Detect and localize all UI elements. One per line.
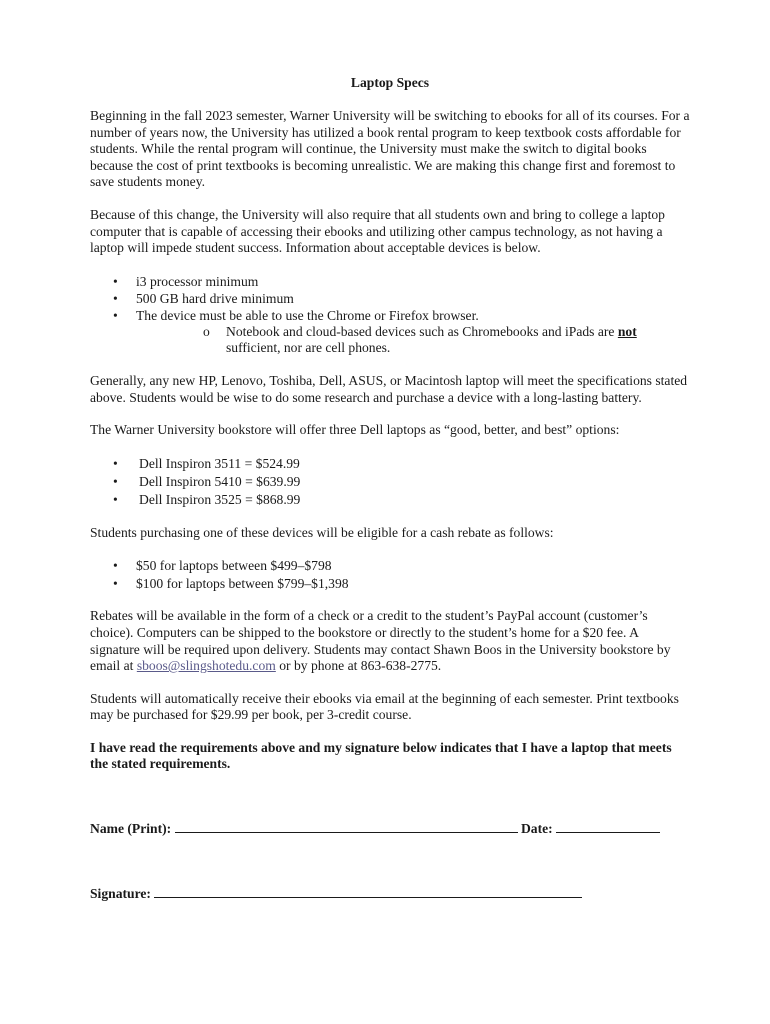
- bullet-icon: •: [113, 575, 118, 591]
- laptop-option: Dell Inspiron 3525 = $868.99: [139, 491, 301, 507]
- name-date-row: [90, 819, 660, 837]
- requirement-paragraph: Because of this change, the University will also require that all students own and bring to college a laptop computer that is capable of accessing their ebooks and utilizing other campus technology, as not having a laptop will impede student success. Information about acceptable devices is below.: [90, 206, 665, 256]
- list-item: [90, 491, 690, 509]
- bullet-icon: •: [113, 455, 118, 471]
- bullet-icon: •: [113, 307, 118, 323]
- list-item: [90, 575, 690, 593]
- list-item: [136, 324, 690, 357]
- intro-paragraph: Beginning in the fall 2023 semester, Warner University will be switching to ebooks for all of its courses. For a number of years now, the University has utilized a book rental program to keep textbook costs affordable for students. While the rental program will continue, the University must make the switch to digital books because the cost of print textbooks is becoming unrealistic. We are making this change first and foremost to save students money.: [90, 108, 690, 190]
- bookstore-paragraph: The Warner University bookstore will offer three Dell laptops as “good, better, and best” options:: [90, 422, 620, 438]
- document-body: [90, 74, 690, 789]
- declaration-statement: I have read the requirements above and my signature below indicates that I have a laptop that meets the stated requirements.: [90, 739, 672, 772]
- rebate-option: $100 for laptops between $799–$1,398: [136, 575, 349, 591]
- laptop-option: Dell Inspiron 5410 = $639.99: [139, 473, 301, 489]
- date-field[interactable]: [556, 819, 660, 833]
- requirement-text: 500 GB hard drive minimum: [136, 290, 294, 306]
- list-item: [90, 557, 690, 575]
- brands-paragraph: Generally, any new HP, Lenovo, Toshiba, Dell, ASUS, or Macintosh laptop will meet the specifications stated above. Students would be wise to do some research and purchase a device with a long-lasting battery.: [90, 372, 688, 405]
- phone-text: or by phone at 863-638-2775.: [275, 658, 442, 674]
- name-field[interactable]: [175, 819, 518, 833]
- requirement-text: The device must be able to use the Chrome or Firefox browser.: [136, 307, 479, 323]
- sub-requirement-before: Notebook and cloud-based devices such as Chromebooks and iPads are: [226, 323, 618, 339]
- bullet-icon: •: [113, 491, 118, 507]
- signature-label: Signature:: [90, 886, 151, 901]
- rebate-list: [90, 557, 690, 592]
- ebooks-paragraph: Students will automatically receive their ebooks via email at the beginning of each semester. Print textbooks may be purchased for $29.99 per book, per 3-credit course.: [90, 690, 679, 723]
- bullet-icon: •: [113, 290, 118, 306]
- page-title: Laptop Specs: [350, 75, 430, 90]
- laptop-options-list: [90, 455, 690, 509]
- bullet-icon: •: [113, 473, 118, 489]
- requirement-text: i3 processor minimum: [136, 273, 259, 289]
- list-item: [90, 290, 690, 307]
- rebate-details-paragraph: [90, 608, 690, 674]
- rebate-intro-paragraph: Students purchasing one of these devices will be eligible for a cash rebate as follows:: [90, 524, 554, 540]
- name-label: Name (Print):: [90, 821, 172, 836]
- laptop-option: Dell Inspiron 3511 = $524.99: [139, 455, 300, 471]
- circle-bullet-icon: o: [203, 323, 210, 339]
- list-item: [90, 307, 690, 357]
- signature-field[interactable]: [154, 884, 582, 898]
- list-item: [90, 455, 690, 473]
- date-label: Date:: [520, 821, 553, 836]
- rebate-option: $50 for laptops between $499–$798: [136, 558, 332, 574]
- emphasis-not: not: [617, 323, 637, 339]
- list-item: [90, 273, 690, 290]
- bullet-icon: •: [113, 273, 118, 289]
- requirements-list: [90, 273, 690, 357]
- rebate-details-text: Rebates will be available in the form of a check or a credit to the student’s PayPal account (customer’s choice). Computers can be shipped to the bookstore or directly to the student’s home for a $20 fee. A signature will be required upon delivery. Students may contact Shawn Boos in the University bookstore by email at: [90, 608, 671, 674]
- sub-requirement-after: sufficient, nor are cell phones.: [226, 340, 391, 356]
- email-link[interactable]: sboos@slingshotedu.com: [136, 658, 276, 674]
- signature-row: [90, 884, 582, 902]
- requirements-sublist: [136, 324, 690, 357]
- bullet-icon: •: [113, 558, 118, 574]
- list-item: [90, 473, 690, 491]
